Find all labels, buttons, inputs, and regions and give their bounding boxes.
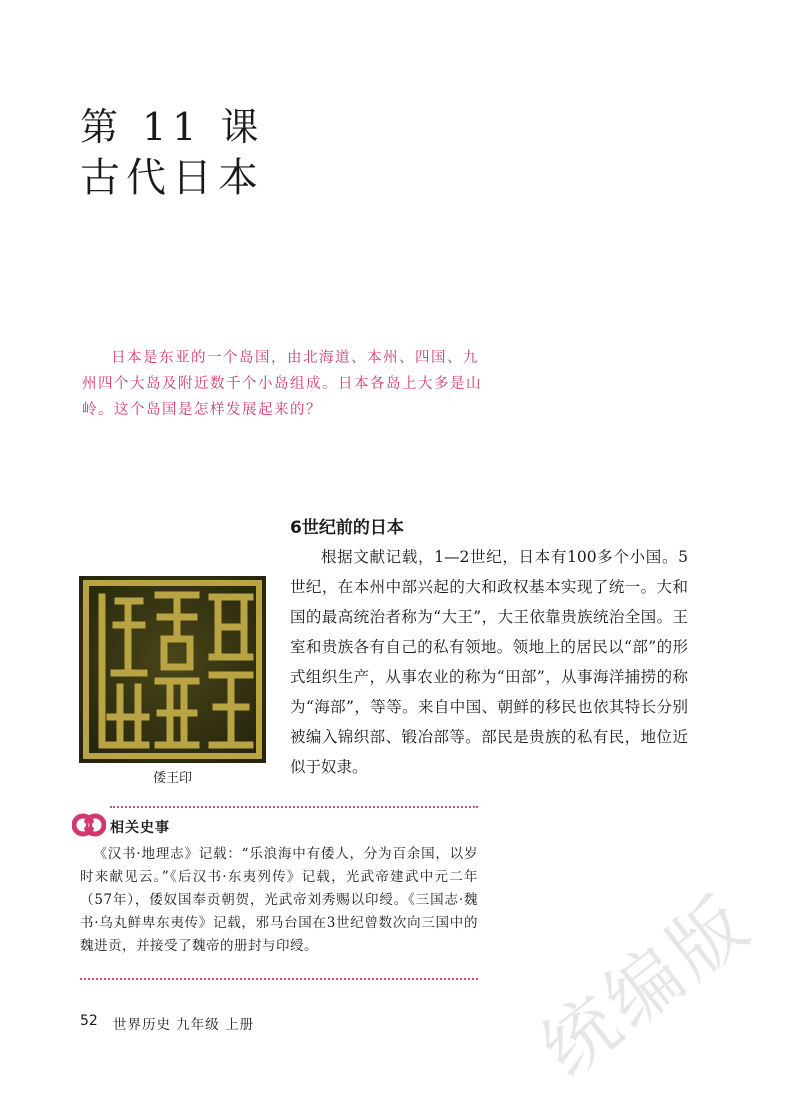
- intro-paragraph: 日本是东亚的一个岛国，由北海道、本州、四国、九州四个大岛及附近数千个小岛组成。日本各岛上大多是山岭。这个岛国是怎样发展起来的？: [82, 350, 482, 418]
- lesson-title: 古代日本: [80, 155, 264, 201]
- section-paragraph: 根据文献记载，1—2世纪，日本有100多个小国。5世纪，在本州中部兴起的大和政权基本实现了统一。大和国的最高统治者称为“大王”，大王依靠贵族统治全国。王室和贵族各有自己的私有领地。领地上的居民以“部”的形式组织生产，从事农业的称为“田部”，从事海洋捕捞的称为“海部”，等等。来自中国、朝鲜的移民也依其特长分别被编入锦织部、锻冶部等。部民是贵族的私有民，地位近似于奴隶。: [290, 548, 688, 776]
- related-history-icon: [72, 810, 106, 840]
- section-heading: 6世纪前的日本: [290, 518, 404, 538]
- gold-seal-image: [80, 577, 265, 762]
- lesson-number: 第 11 课: [80, 105, 265, 149]
- dotted-divider-top: [110, 806, 478, 808]
- related-history-heading: 相关史事: [110, 820, 170, 836]
- watermark-text: 统编版: [525, 878, 768, 1094]
- page-number: 52: [80, 1013, 98, 1029]
- dotted-divider-bottom: [80, 978, 478, 980]
- seal-caption: 倭王印: [152, 771, 192, 786]
- related-history-text: 《汉书·地理志》记载：“乐浪海中有倭人，分为百余国，以岁时来献见云。”《后汉书·东夷列传》记载，光武帝建武中元二年（57年），倭奴国奉贡朝贺，光武帝刘秀赐以印绶。《三国志·魏书·乌丸鲜卑东夷传》记载，邪马台国在3世纪曾数次向三国中的魏进贡，并接受了魏帝的册封与印绶。: [80, 846, 478, 954]
- book-title: 世界历史 九年级 上册: [113, 1017, 255, 1033]
- watermark: [500, 840, 800, 1120]
